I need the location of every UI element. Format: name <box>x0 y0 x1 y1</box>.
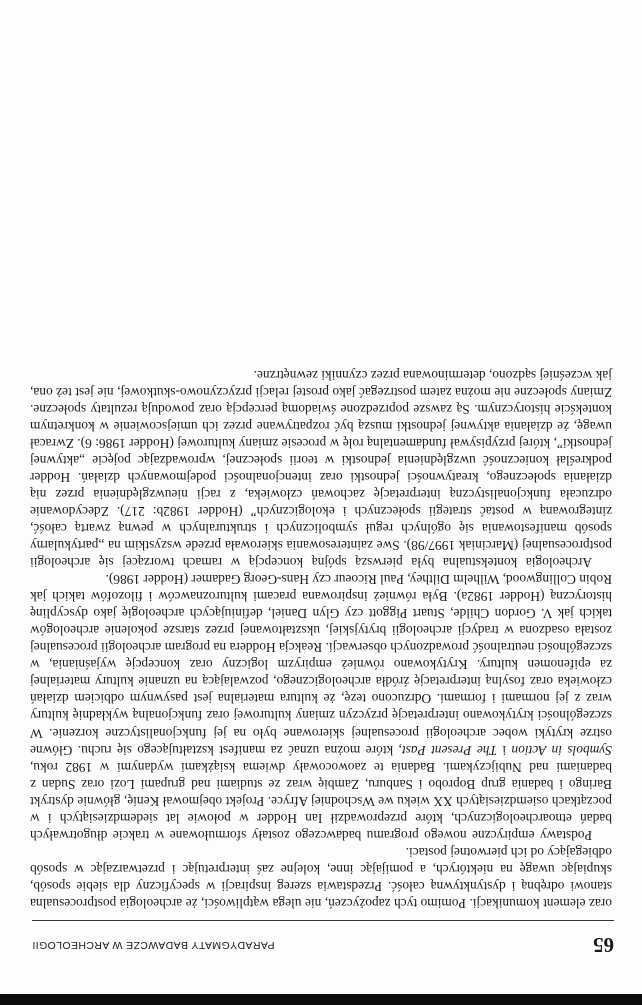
paragraph-1: oraz element komunikacji. Pomimo tych zapożyczeń, nie ulega wątpliwości, że archeologia postprocesualna stanowi odrębną i dystynktywną całość. Przedstawia szereg inspiracji w specyficzny dla siebie sposób, skupiając uwagę na niektórych, a pomijając inne, kolejne zaś interpretując i przetwarzając w sposób odbiegający od ich pierwotnej postaci. <box>30 844 612 911</box>
header-rule <box>32 920 614 921</box>
paragraph-3: Archeologia kontekstualna była pierwszą spójną koncepcją w ramach tworzącej się archeologii postprocesualnej (Marciniak 1997/98). Swe zainteresowania skierowała przede wszystkim na „partykularny sposób manifestowania się ogólnych reguł symbolicznych i strukturalnych w pewną zwartą całość, zintegrowaną w postać strategii społecznych i ekologicznych” (Hodder 1982b: 217). Zdecydowanie odrzucała funkcjonalistyczną interpretację zachowań człowieka, z racji nieuwzględnienia przez nią działania społecznego, kreatywności jednostki oraz intencjonalności podejmowanych działań. Hodder podkreślał konieczność uwzględnienia jednostki w teorii społecznej, wprowadzając pojęcie „aktywnej jednostki”, której przypisywał fundamentalną rolę w procesie zmiany kulturowej (Hodder 1986: 6). Zwracał uwagę, że działania aktywnej jednostki muszą być rozpatrywane przez ich umiejscowienie w konkretnym kontekście historycznym. Są zawsze poprzedzone świadomą percepcją oraz powodują rezultaty społeczne. Zmiany społeczne nie można zatem postrzegać jako prostej relacji przyczynowo-skutkowej, nie jest też ona, jak wcześniej sądzono, determinowana przez czynniki zewnętrzne. <box>30 367 612 571</box>
body-text <box>30 367 612 913</box>
scanner-edge <box>0 994 642 1005</box>
paragraph-2 <box>30 571 612 844</box>
book-title-the-present-past: The Present Past <box>401 742 497 758</box>
paragraph-2-text: , które można uznać za manifest kształtującego się ruchu. Główne ostrze krytyki wobec archeologii procesualnej skierowane było na jej funkcjonalistyczne korzenie. W szczególności krytykowano interpretację przyczyn zmiany kulturowej oraz funkcjonalną wykładnię kultury wraz z jej normami i formami. Odrzucono tezę, że kultura materialna jest pasywnym odbiciem działań człowieka oraz fosylną interpretację źródła archeologicznego, pozwalającą na uznanie kultury materialnej za epifenomen kultury. Krytykowano również empiryzm logiczny oraz koncepcję wyjaśniania, w szczególności neutralność prowadzonych obserwacji. Reakcja Hoddera na program archeologii procesualnej została osadzona w tradycji archeologii brytyjskiej, ukształtowanej przez starsze pokolenie archeologów takich jak V. Gordon Childe, Stuart Piggott czy Glyn Daniel, definiujących archeologię jako dyscyplinę historyczną (Hodder 1982a). Była również inspirowana pracami kulturoznawców i filozofów takich jak Robin Collingwood, Wilhelm Dilthey, Paul Ricoeur czy Hans-Georg Gadamer (Hodder 1986). <box>30 572 612 758</box>
paragraph-2-text: i <box>496 742 512 758</box>
page-header <box>0 927 642 959</box>
paragraph-2-text: Podstawy empiryczne nowego programu badawczego zostały sformułowane w trakcie długotrwałych badań etnoarcheologicznych, które przeprowadził Ian Hodder w połowie lat siedemdziesiątych i w początkach osiemdziesiątych XX wieku we Wschodniej Afryce. Projekt obejmował Kenię, głównie dystrykt Baringo i badania grup Boprobo i Sanburu, Zambię wraz ze studiami nad grupami Lozi oraz Sudan z badaniami nad Nubijczykami. Badania te zaowocowały dwiema książkami wydanymi w 1982 roku, <box>30 759 612 843</box>
running-head: PARADYGMATY BADAWCZE W ARCHEOLOGII <box>32 939 275 951</box>
page-number: 65 <box>593 933 614 957</box>
book-title-symbols-in-action: Symbols in Action <box>511 742 612 758</box>
